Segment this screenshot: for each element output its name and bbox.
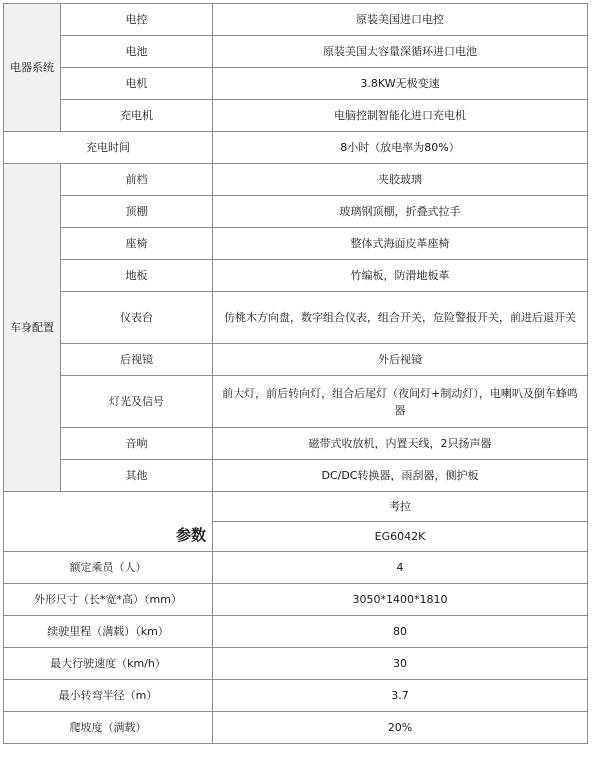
model-value: EG6042K	[213, 522, 588, 552]
row-value: 原装美国大容量深循环进口电池	[213, 36, 588, 68]
row-label: 电机	[61, 68, 213, 100]
row-value: 外后视镜	[213, 344, 588, 376]
table-row	[4, 492, 588, 522]
table-row	[4, 712, 588, 744]
table-row	[4, 68, 588, 100]
param-label: 爬坡度（满载）	[4, 712, 213, 744]
row-value: 原装美国进口电控	[213, 4, 588, 36]
table-row	[4, 292, 588, 344]
param-label: 额定乘员（人）	[4, 552, 213, 584]
row-value: 磁带式收放机，内置天线，2只扬声器	[213, 428, 588, 460]
table-row	[4, 552, 588, 584]
table-row	[4, 260, 588, 292]
table-row	[4, 616, 588, 648]
row-value: 前大灯，前后转向灯，组合后尾灯（夜间灯+制动灯），电喇叭及倒车蜂鸣器	[213, 376, 588, 428]
row-value: 电脑控制智能化进口充电机	[213, 100, 588, 132]
param-value: 30	[213, 648, 588, 680]
row-value: 玻璃钢顶棚，折叠式拉手	[213, 196, 588, 228]
row-label: 仪表台	[61, 292, 213, 344]
table-row	[4, 428, 588, 460]
row-value: 仿桃木方向盘，数字组合仪表，组合开关，危险警报开关，前进后退开关	[213, 292, 588, 344]
row-label: 充电机	[61, 100, 213, 132]
param-label: 最小转弯半径（m）	[4, 680, 213, 712]
parameters-title: 参数	[4, 492, 213, 552]
param-label: 最大行驶速度（km/h）	[4, 648, 213, 680]
charging-time-value: 8小时（放电率为80%）	[213, 132, 588, 164]
param-label: 续驶里程（满载）（km）	[4, 616, 213, 648]
charging-time-label: 充电时间	[4, 132, 213, 164]
row-label: 电池	[61, 36, 213, 68]
row-value: 夹胶玻璃	[213, 164, 588, 196]
row-label: 电控	[61, 4, 213, 36]
spec-table	[3, 3, 588, 744]
table-row	[4, 344, 588, 376]
table-row	[4, 460, 588, 492]
row-label: 顶棚	[61, 196, 213, 228]
row-label: 灯光及信号	[61, 376, 213, 428]
table-row	[4, 648, 588, 680]
param-value: 4	[213, 552, 588, 584]
row-value: 竹编板，防滑地板革	[213, 260, 588, 292]
group-label-body: 车身配置	[4, 164, 61, 492]
table-row	[4, 100, 588, 132]
param-value: 20%	[213, 712, 588, 744]
row-label: 地板	[61, 260, 213, 292]
table-row	[4, 376, 588, 428]
table-row	[4, 132, 588, 164]
param-value: 3050*1400*1810	[213, 584, 588, 616]
row-label: 其他	[61, 460, 213, 492]
table-row	[4, 4, 588, 36]
table-row	[4, 584, 588, 616]
param-value: 3.7	[213, 680, 588, 712]
param-value: 80	[213, 616, 588, 648]
row-label: 座椅	[61, 228, 213, 260]
table-row	[4, 36, 588, 68]
table-row	[4, 164, 588, 196]
brand-value: 考拉	[213, 492, 588, 522]
row-value: DC/DC转换器，雨刮器，侧护板	[213, 460, 588, 492]
group-label-electrical: 电器系统	[4, 4, 61, 132]
row-label: 前档	[61, 164, 213, 196]
table-row	[4, 228, 588, 260]
row-value: 整体式海面皮革座椅	[213, 228, 588, 260]
row-value: 3.8KW无极变速	[213, 68, 588, 100]
param-label: 外形尺寸（长*宽*高）（mm）	[4, 584, 213, 616]
row-label: 音响	[61, 428, 213, 460]
row-label: 后视镜	[61, 344, 213, 376]
table-row	[4, 680, 588, 712]
table-row	[4, 196, 588, 228]
